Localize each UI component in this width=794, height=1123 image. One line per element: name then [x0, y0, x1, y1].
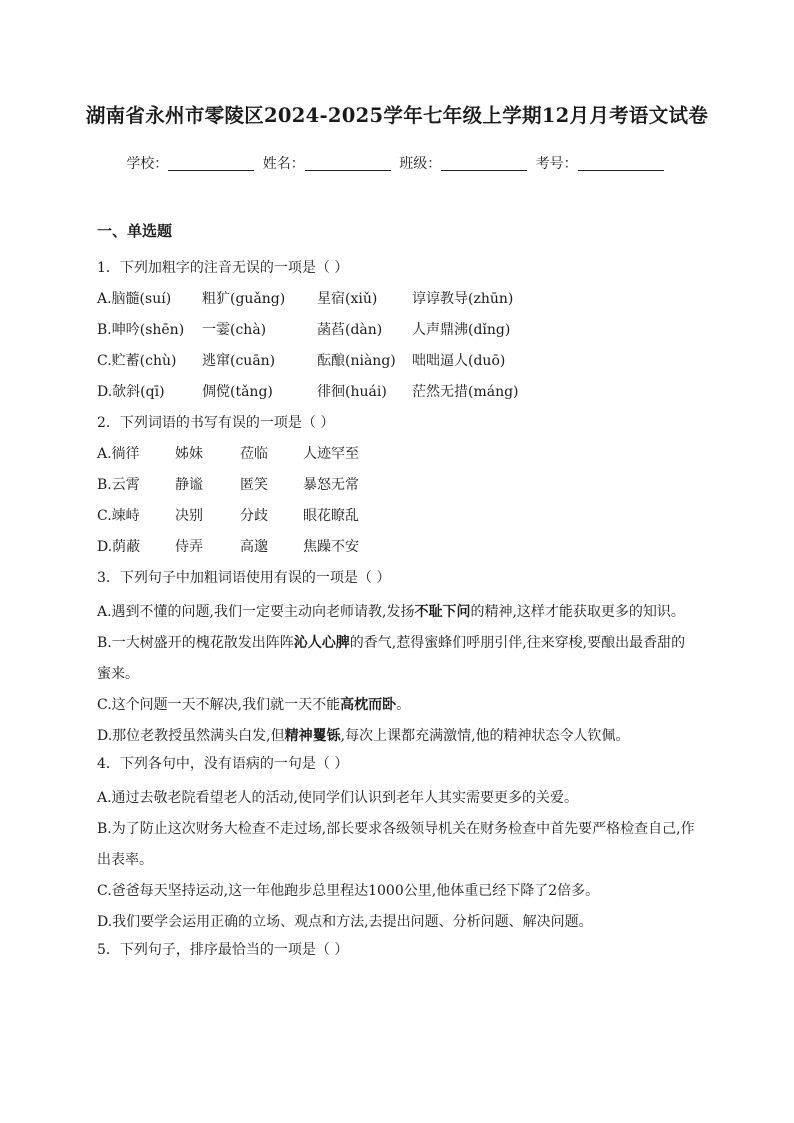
- class-blank: [441, 170, 527, 171]
- option-d: D.我们要学会运用正确的立场、观点和方法,去提出问题、分析问题、解决问题。: [97, 914, 593, 930]
- question-3-text: 3．下列句子中加粗词语使用有误的一项是（ ）: [97, 570, 391, 586]
- option-text: 的香气,惹得蜜蜂们呼朋引伴,往来穿梭,要酿出最香甜的蜜来。: [97, 635, 686, 682]
- questions: [97, 256, 697, 969]
- option-cell: A.徜徉: [97, 446, 140, 462]
- option-row-a: [97, 442, 697, 473]
- number-blank: [578, 170, 664, 171]
- option-b: B.为了防止这次财务大检查不走过场,部长要求各级领导机关在财务检查中首先要严格检查自己,作出表率。: [97, 821, 695, 868]
- option-cell: 一霎(chà): [202, 322, 267, 338]
- option-cell: 粗犷(guǎng): [202, 291, 286, 307]
- option-row-c: [97, 504, 697, 535]
- option-cell: D.荫蔽: [97, 539, 141, 555]
- option-cell: 姊妹: [175, 446, 203, 462]
- option-cell: 眼花瞭乱: [303, 508, 359, 524]
- option-cell: 菡萏(dàn): [317, 322, 383, 338]
- option-cell: 茫然无措(máng): [412, 384, 519, 400]
- school-field: [126, 153, 258, 173]
- option-cell: 静谧: [175, 477, 203, 493]
- option-cell: 侍弄: [175, 539, 203, 555]
- section-heading: 一、单选题: [97, 222, 173, 240]
- option-cell: 酝酿(niàng): [317, 353, 396, 369]
- option-cell: C.竦峙: [97, 508, 140, 524]
- option-cell: 咄咄逼人(duō): [412, 353, 506, 369]
- option-c: [97, 690, 697, 721]
- option-cell: 人迹罕至: [303, 446, 359, 462]
- option-d: [97, 721, 697, 752]
- option-cell: B.云霄: [97, 477, 140, 493]
- option-cell: 暴怒无常: [303, 477, 359, 493]
- name-blank: [305, 170, 391, 171]
- bold-term: 沁人心脾: [293, 635, 350, 651]
- school-label: 学校：: [126, 156, 169, 172]
- option-cell: 倜傥(tǎng): [202, 384, 273, 400]
- name-label: 姓名：: [262, 156, 305, 172]
- bold-term: 高枕而卧: [340, 697, 397, 713]
- question-4-text: 4．下列各句中，没有语病的一句是（ ）: [97, 756, 349, 772]
- option-cell: 焦躁不安: [303, 539, 359, 555]
- question-1-options: [97, 287, 697, 411]
- question-3: [97, 566, 697, 752]
- option-a: [97, 597, 697, 628]
- option-text: C.这个问题一天不解决,我们就一天不能: [97, 697, 341, 713]
- option-cell: 人声鼎沸(dǐng): [412, 322, 511, 338]
- option-cell: 匿笑: [240, 477, 268, 493]
- option-cell: C.贮蓄(chù): [97, 353, 177, 369]
- option-c: C.爸爸每天坚持运动,这一年他跑步总里程达1000公里,他体重已经下降了2倍多。: [97, 883, 600, 899]
- option-row-b: [97, 318, 697, 349]
- option-row-a: [97, 287, 697, 318]
- question-2: [97, 411, 697, 566]
- option-text: ,每次上课都充满激情,他的精神状态令人钦佩。: [340, 728, 630, 744]
- option-cell: B.呻吟(shēn): [97, 322, 185, 338]
- option-row-d: [97, 380, 697, 411]
- exam-title: 湖南省永州市零陵区2024-2025学年七年级上学期12月月考语文试卷: [85, 104, 709, 127]
- question-5: [97, 938, 697, 969]
- number-label: 考号：: [535, 156, 578, 172]
- class-label: 班级：: [399, 156, 442, 172]
- school-blank: [168, 170, 254, 171]
- class-field: [399, 153, 531, 173]
- option-text: B.一大树盛开的槐花散发出阵阵: [97, 635, 294, 651]
- number-field: [536, 153, 668, 173]
- option-cell: 星宿(xiǔ): [317, 291, 378, 307]
- question-5-text: 5．下列句子，排序最恰当的一项是（ ）: [97, 942, 349, 958]
- bold-term: 不耻下问: [414, 604, 471, 620]
- option-cell: 莅临: [240, 446, 268, 462]
- option-row-c: [97, 349, 697, 380]
- student-info-row: [0, 153, 794, 173]
- option-text: 。: [396, 697, 411, 713]
- option-cell: 逃窜(cuān): [202, 353, 276, 369]
- option-cell: A.脑髓(suí): [97, 291, 172, 307]
- option-text: D.那位老教授虽然满头白发,但: [97, 728, 285, 744]
- option-cell: D.欹斜(qī): [97, 384, 165, 400]
- option-cell: 决别: [175, 508, 203, 524]
- option-b: [97, 628, 697, 690]
- option-cell: 徘徊(huái): [317, 384, 387, 400]
- option-a: A.通过去敬老院看望老人的活动,使同学们认识到老年人其实需要更多的关爱。: [97, 790, 579, 806]
- bold-term: 精神矍铄: [284, 728, 341, 744]
- question-1: [97, 256, 697, 411]
- option-text: 的精神,这样才能获取更多的知识。: [470, 604, 685, 620]
- option-cell: 高邈: [240, 539, 268, 555]
- option-cell: 谆谆教导(zhūn): [412, 291, 514, 307]
- question-1-text: 1．下列加粗字的注音无误的一项是（ ）: [97, 260, 349, 276]
- name-field: [263, 153, 395, 173]
- question-2-text: 2．下列词语的书写有误的一项是（ ）: [97, 415, 335, 431]
- question-4: [97, 752, 697, 938]
- option-row-b: [97, 473, 697, 504]
- question-2-options: [97, 442, 697, 566]
- option-cell: 分歧: [240, 508, 268, 524]
- option-row-d: [97, 535, 697, 566]
- option-text: A.遇到不懂的问题,我们一定要主动向老师请教,发扬: [97, 604, 415, 620]
